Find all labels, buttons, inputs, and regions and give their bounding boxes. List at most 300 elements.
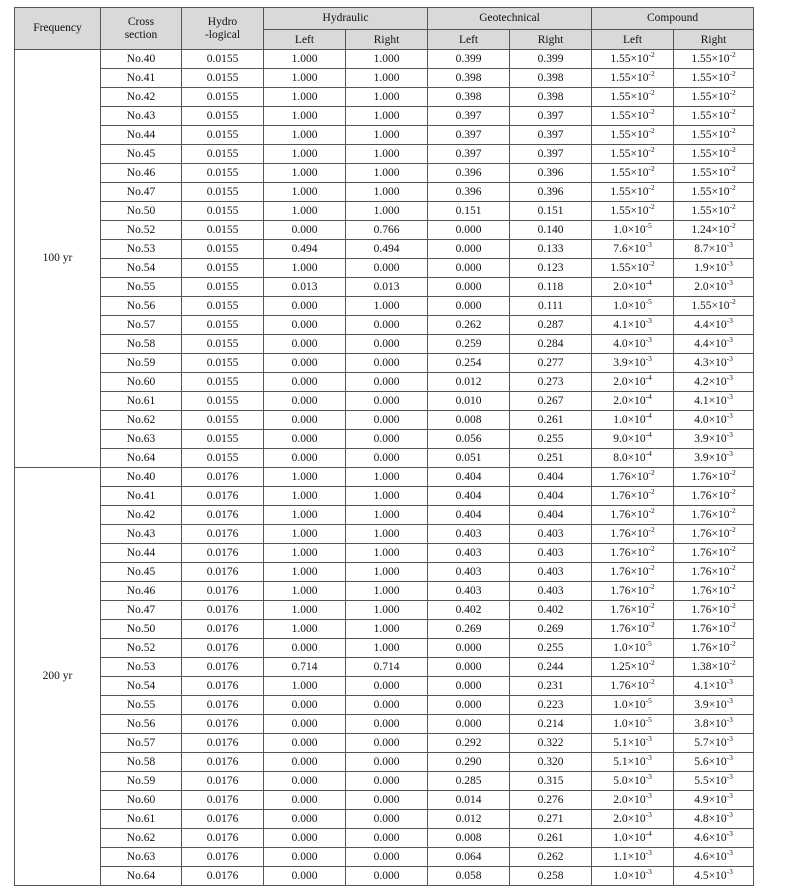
hydrological-cell: 0.0176 [182, 468, 264, 487]
hydraulic-right-cell: 0.000 [346, 259, 428, 278]
hydraulic-left-cell: 1.000 [264, 259, 346, 278]
table-row [15, 696, 754, 715]
cross-section-cell: No.55 [101, 278, 182, 297]
hydraulic-right-cell: 1.000 [346, 601, 428, 620]
geotechnical-left-cell: 0.000 [428, 639, 510, 658]
hydraulic-right-cell: 1.000 [346, 506, 428, 525]
exponent: -3 [645, 790, 652, 800]
hydrological-cell: 0.0176 [182, 582, 264, 601]
exponent: -3 [726, 752, 733, 762]
hydrological-cell: 0.0176 [182, 620, 264, 639]
cross-section-cell: No.41 [101, 69, 182, 88]
compound-right-cell: $1.9\times 10^{-3}$ [674, 259, 754, 278]
exponent: -2 [729, 163, 736, 173]
exponent: -3 [726, 847, 733, 857]
frequency-cell: 200 yr [15, 468, 101, 886]
header-compound-left: Left [592, 30, 674, 50]
cross-section-cell: No.57 [101, 734, 182, 753]
hydrological-cell: 0.0155 [182, 373, 264, 392]
table-row [15, 753, 754, 772]
table-row [15, 658, 754, 677]
geotechnical-left-cell: 0.403 [428, 563, 510, 582]
compound-right-cell: $1.55\times 10^{-2}$ [674, 164, 754, 183]
exponent: -2 [648, 163, 655, 173]
table-row [15, 107, 754, 126]
geotechnical-right-cell: 0.404 [510, 506, 592, 525]
compound-right-cell: $1.55\times 10^{-2}$ [674, 107, 754, 126]
hydrological-cell: 0.0176 [182, 829, 264, 848]
exponent: -2 [648, 201, 655, 211]
header-hydrological-line1: Hydro [207, 15, 238, 28]
compound-right-cell: $1.38\times 10^{-2}$ [674, 658, 754, 677]
geotechnical-left-cell: 0.259 [428, 335, 510, 354]
compound-left-cell: $1.0\times 10^{-4}$ [592, 829, 674, 848]
cross-section-cell: No.62 [101, 411, 182, 430]
geotechnical-left-cell: 0.403 [428, 525, 510, 544]
cross-section-cell: No.44 [101, 126, 182, 145]
compound-left-cell: $1.55\times 10^{-2}$ [592, 126, 674, 145]
geotechnical-left-cell: 0.396 [428, 164, 510, 183]
cross-section-cell: No.64 [101, 867, 182, 886]
exponent: -2 [729, 505, 736, 515]
cross-section-cell: No.59 [101, 354, 182, 373]
cross-section-cell: No.42 [101, 88, 182, 107]
table-row [15, 620, 754, 639]
hydrological-cell: 0.0155 [182, 259, 264, 278]
probability-table-container [14, 7, 753, 886]
geotechnical-right-cell: 0.133 [510, 240, 592, 259]
compound-right-cell: $2.0\times 10^{-3}$ [674, 278, 754, 297]
exponent: -3 [726, 714, 733, 724]
hydrological-cell: 0.0176 [182, 734, 264, 753]
compound-right-cell: $1.76\times 10^{-2}$ [674, 487, 754, 506]
cross-section-cell: No.53 [101, 240, 182, 259]
table-row [15, 69, 754, 88]
hydraulic-left-cell: 0.000 [264, 639, 346, 658]
hydraulic-right-cell: 1.000 [346, 50, 428, 69]
exponent: -3 [726, 448, 733, 458]
exponent: -2 [648, 600, 655, 610]
cross-section-cell: No.50 [101, 620, 182, 639]
hydrological-cell: 0.0155 [182, 392, 264, 411]
hydraulic-right-cell: 1.000 [346, 164, 428, 183]
hydrological-cell: 0.0155 [182, 126, 264, 145]
table-row [15, 259, 754, 278]
exponent: -3 [645, 334, 652, 344]
compound-left-cell: $1.0\times 10^{-5}$ [592, 639, 674, 658]
hydrological-cell: 0.0155 [182, 335, 264, 354]
hydraulic-right-cell: 1.000 [346, 487, 428, 506]
geotechnical-left-cell: 0.008 [428, 829, 510, 848]
geotechnical-right-cell: 0.398 [510, 69, 592, 88]
cross-section-cell: No.54 [101, 677, 182, 696]
hydrological-cell: 0.0155 [182, 221, 264, 240]
hydraulic-left-cell: 0.000 [264, 791, 346, 810]
hydrological-cell: 0.0155 [182, 449, 264, 468]
table-row [15, 164, 754, 183]
cross-section-cell: No.46 [101, 164, 182, 183]
geotechnical-right-cell: 0.251 [510, 449, 592, 468]
compound-right-cell: $4.4\times 10^{-3}$ [674, 316, 754, 335]
table-row [15, 316, 754, 335]
compound-right-cell: $1.55\times 10^{-2}$ [674, 202, 754, 221]
compound-left-cell: $1.55\times 10^{-2}$ [592, 145, 674, 164]
hydraulic-left-cell: 0.000 [264, 829, 346, 848]
geotechnical-left-cell: 0.000 [428, 297, 510, 316]
table-row [15, 677, 754, 696]
exponent: -3 [645, 752, 652, 762]
table-row [15, 278, 754, 297]
geotechnical-right-cell: 0.403 [510, 582, 592, 601]
compound-left-cell: $5.1\times 10^{-3}$ [592, 753, 674, 772]
hydraulic-left-cell: 1.000 [264, 544, 346, 563]
exponent: -3 [726, 733, 733, 743]
compound-right-cell: $1.76\times 10^{-2}$ [674, 563, 754, 582]
exponent: -3 [726, 372, 733, 382]
exponent: -2 [729, 619, 736, 629]
header-geotechnical-right: Right [510, 30, 592, 50]
hydraulic-right-cell: 0.013 [346, 278, 428, 297]
geotechnical-left-cell: 0.397 [428, 107, 510, 126]
compound-right-cell: $4.6\times 10^{-3}$ [674, 848, 754, 867]
compound-left-cell: $1.55\times 10^{-2}$ [592, 50, 674, 69]
hydraulic-left-cell: 0.013 [264, 278, 346, 297]
hydrological-cell: 0.0155 [182, 145, 264, 164]
geotechnical-left-cell: 0.403 [428, 582, 510, 601]
hydraulic-right-cell: 0.000 [346, 373, 428, 392]
hydraulic-left-cell: 0.000 [264, 297, 346, 316]
geotechnical-right-cell: 0.140 [510, 221, 592, 240]
cross-section-cell: No.55 [101, 696, 182, 715]
hydrological-cell: 0.0155 [182, 69, 264, 88]
exponent: -2 [648, 467, 655, 477]
header-hydraulic-right: Right [346, 30, 428, 50]
geotechnical-left-cell: 0.008 [428, 411, 510, 430]
cross-section-cell: No.44 [101, 544, 182, 563]
exponent: -4 [645, 429, 652, 439]
cross-section-cell: No.56 [101, 715, 182, 734]
hydraulic-left-cell: 1.000 [264, 126, 346, 145]
geotechnical-left-cell: 0.000 [428, 658, 510, 677]
table-row [15, 430, 754, 449]
compound-left-cell: $1.76\times 10^{-2}$ [592, 601, 674, 620]
table-row [15, 411, 754, 430]
hydraulic-right-cell: 0.000 [346, 316, 428, 335]
compound-right-cell: $1.76\times 10^{-2}$ [674, 620, 754, 639]
hydraulic-right-cell: 0.000 [346, 430, 428, 449]
cross-section-cell: No.52 [101, 639, 182, 658]
exponent: -4 [645, 277, 652, 287]
geotechnical-left-cell: 0.051 [428, 449, 510, 468]
hydraulic-right-cell: 0.000 [346, 810, 428, 829]
compound-left-cell: $4.0\times 10^{-3}$ [592, 335, 674, 354]
hydrological-cell: 0.0155 [182, 316, 264, 335]
hydrological-cell: 0.0155 [182, 411, 264, 430]
hydraulic-left-cell: 1.000 [264, 487, 346, 506]
hydraulic-left-cell: 0.000 [264, 848, 346, 867]
exponent: -3 [726, 771, 733, 781]
frequency-cell: 100 yr [15, 50, 101, 468]
exponent: -2 [648, 144, 655, 154]
exponent: -4 [645, 372, 652, 382]
geotechnical-right-cell: 0.244 [510, 658, 592, 677]
geotechnical-right-cell: 0.271 [510, 810, 592, 829]
exponent: -2 [648, 182, 655, 192]
hydraulic-right-cell: 0.000 [346, 354, 428, 373]
hydraulic-right-cell: 1.000 [346, 297, 428, 316]
geotechnical-left-cell: 0.398 [428, 69, 510, 88]
exponent: -2 [648, 543, 655, 553]
geotechnical-right-cell: 0.322 [510, 734, 592, 753]
geotechnical-left-cell: 0.000 [428, 221, 510, 240]
hydrological-cell: 0.0176 [182, 487, 264, 506]
compound-left-cell: $1.55\times 10^{-2}$ [592, 183, 674, 202]
exponent: -2 [648, 562, 655, 572]
hydrological-cell: 0.0176 [182, 791, 264, 810]
exponent: -5 [645, 695, 652, 705]
geotechnical-left-cell: 0.262 [428, 316, 510, 335]
geotechnical-right-cell: 0.398 [510, 88, 592, 107]
hydraulic-left-cell: 1.000 [264, 620, 346, 639]
geotechnical-left-cell: 0.397 [428, 145, 510, 164]
cross-section-cell: No.58 [101, 335, 182, 354]
cross-section-cell: No.40 [101, 468, 182, 487]
header-frequency: Frequency [15, 8, 101, 50]
cross-section-cell: No.61 [101, 810, 182, 829]
hydrological-cell: 0.0155 [182, 107, 264, 126]
hydrological-cell: 0.0155 [182, 202, 264, 221]
geotechnical-left-cell: 0.012 [428, 810, 510, 829]
header-compound: Compound [592, 8, 754, 30]
compound-left-cell: $1.25\times 10^{-2}$ [592, 658, 674, 677]
compound-left-cell: $1.55\times 10^{-2}$ [592, 259, 674, 278]
hydraulic-left-cell: 0.000 [264, 753, 346, 772]
hydraulic-right-cell: 1.000 [346, 525, 428, 544]
compound-right-cell: $4.1\times 10^{-3}$ [674, 392, 754, 411]
hydraulic-left-cell: 0.000 [264, 221, 346, 240]
exponent: -5 [645, 714, 652, 724]
table-row [15, 335, 754, 354]
geotechnical-right-cell: 0.396 [510, 164, 592, 183]
hydraulic-right-cell: 0.000 [346, 772, 428, 791]
cross-section-cell: No.53 [101, 658, 182, 677]
cross-section-cell: No.46 [101, 582, 182, 601]
geotechnical-right-cell: 0.258 [510, 867, 592, 886]
cross-section-cell: No.42 [101, 506, 182, 525]
geotechnical-right-cell: 0.267 [510, 392, 592, 411]
exponent: -3 [645, 771, 652, 781]
exponent: -2 [729, 106, 736, 116]
hydrological-cell: 0.0176 [182, 810, 264, 829]
compound-right-cell: $1.55\times 10^{-2}$ [674, 88, 754, 107]
hydraulic-right-cell: 1.000 [346, 69, 428, 88]
hydraulic-left-cell: 0.000 [264, 411, 346, 430]
table-row [15, 468, 754, 487]
hydraulic-right-cell: 0.000 [346, 411, 428, 430]
hydrological-cell: 0.0155 [182, 164, 264, 183]
compound-right-cell: $1.76\times 10^{-2}$ [674, 544, 754, 563]
hydraulic-left-cell: 1.000 [264, 183, 346, 202]
compound-right-cell: $4.8\times 10^{-3}$ [674, 810, 754, 829]
compound-right-cell: $4.9\times 10^{-3}$ [674, 791, 754, 810]
compound-right-cell: $4.1\times 10^{-3}$ [674, 677, 754, 696]
hydraulic-right-cell: 0.714 [346, 658, 428, 677]
compound-right-cell: $1.55\times 10^{-2}$ [674, 297, 754, 316]
hydraulic-right-cell: 1.000 [346, 202, 428, 221]
geotechnical-right-cell: 0.403 [510, 525, 592, 544]
exponent: -2 [729, 657, 736, 667]
compound-right-cell: $4.6\times 10^{-3}$ [674, 829, 754, 848]
exponent: -2 [648, 125, 655, 135]
table-row [15, 810, 754, 829]
hydraulic-right-cell: 0.000 [346, 715, 428, 734]
exponent: -4 [645, 410, 652, 420]
compound-left-cell: $9.0\times 10^{-4}$ [592, 430, 674, 449]
exponent: -3 [645, 239, 652, 249]
geotechnical-right-cell: 0.404 [510, 468, 592, 487]
compound-left-cell: $2.0\times 10^{-3}$ [592, 810, 674, 829]
hydraulic-right-cell: 1.000 [346, 145, 428, 164]
exponent: -3 [645, 733, 652, 743]
compound-left-cell: $1.0\times 10^{-5}$ [592, 715, 674, 734]
geotechnical-right-cell: 0.287 [510, 316, 592, 335]
exponent: -2 [729, 543, 736, 553]
hydrological-cell: 0.0176 [182, 544, 264, 563]
compound-left-cell: $1.55\times 10^{-2}$ [592, 88, 674, 107]
geotechnical-right-cell: 0.397 [510, 126, 592, 145]
hydraulic-right-cell: 0.000 [346, 829, 428, 848]
cross-section-cell: No.40 [101, 50, 182, 69]
compound-left-cell: $1.0\times 10^{-5}$ [592, 297, 674, 316]
exponent: -2 [729, 125, 736, 135]
hydraulic-right-cell: 0.766 [346, 221, 428, 240]
exponent: -2 [648, 676, 655, 686]
compound-left-cell: $1.76\times 10^{-2}$ [592, 544, 674, 563]
compound-right-cell: $1.55\times 10^{-2}$ [674, 145, 754, 164]
header-compound-right: Right [674, 30, 754, 50]
table-row [15, 240, 754, 259]
header-hydraulic: Hydraulic [264, 8, 428, 30]
geotechnical-right-cell: 0.111 [510, 297, 592, 316]
compound-left-cell: $1.76\times 10^{-2}$ [592, 582, 674, 601]
hydraulic-left-cell: 0.000 [264, 867, 346, 886]
compound-right-cell: $1.76\times 10^{-2}$ [674, 582, 754, 601]
exponent: -2 [729, 467, 736, 477]
header-geotechnical: Geotechnical [428, 8, 592, 30]
hydrological-cell: 0.0155 [182, 50, 264, 69]
exponent: -4 [645, 448, 652, 458]
geotechnical-right-cell: 0.151 [510, 202, 592, 221]
geotechnical-left-cell: 0.404 [428, 487, 510, 506]
compound-left-cell: $1.0\times 10^{-5}$ [592, 221, 674, 240]
hydraulic-left-cell: 1.000 [264, 107, 346, 126]
header-hydrological [182, 8, 264, 50]
geotechnical-left-cell: 0.254 [428, 354, 510, 373]
cross-section-cell: No.56 [101, 297, 182, 316]
compound-left-cell: $1.55\times 10^{-2}$ [592, 69, 674, 88]
geotechnical-left-cell: 0.396 [428, 183, 510, 202]
hydraulic-left-cell: 0.000 [264, 715, 346, 734]
table-row [15, 791, 754, 810]
compound-left-cell: $2.0\times 10^{-4}$ [592, 373, 674, 392]
hydraulic-left-cell: 0.000 [264, 335, 346, 354]
hydraulic-left-cell: 0.000 [264, 373, 346, 392]
exponent: -2 [648, 87, 655, 97]
geotechnical-left-cell: 0.403 [428, 544, 510, 563]
table-row [15, 601, 754, 620]
hydraulic-right-cell: 0.000 [346, 449, 428, 468]
hydrological-cell: 0.0176 [182, 753, 264, 772]
exponent: -2 [648, 258, 655, 268]
geotechnical-right-cell: 0.269 [510, 620, 592, 639]
exponent: -3 [726, 866, 733, 876]
hydraulic-right-cell: 1.000 [346, 126, 428, 145]
geotechnical-right-cell: 0.261 [510, 829, 592, 848]
hydraulic-right-cell: 0.000 [346, 753, 428, 772]
geotechnical-right-cell: 0.214 [510, 715, 592, 734]
geotechnical-right-cell: 0.315 [510, 772, 592, 791]
compound-right-cell: $4.3\times 10^{-3}$ [674, 354, 754, 373]
exponent: -2 [729, 562, 736, 572]
hydraulic-right-cell: 0.000 [346, 867, 428, 886]
cross-section-cell: No.47 [101, 601, 182, 620]
exponent: -4 [645, 391, 652, 401]
geotechnical-left-cell: 0.151 [428, 202, 510, 221]
compound-left-cell: $5.1\times 10^{-3}$ [592, 734, 674, 753]
hydraulic-right-cell: 0.000 [346, 335, 428, 354]
compound-left-cell: $1.55\times 10^{-2}$ [592, 107, 674, 126]
hydrological-cell: 0.0176 [182, 867, 264, 886]
compound-left-cell: $7.6\times 10^{-3}$ [592, 240, 674, 259]
exponent: -2 [729, 220, 736, 230]
exponent: -5 [645, 220, 652, 230]
hydraulic-right-cell: 0.000 [346, 696, 428, 715]
compound-right-cell: $3.9\times 10^{-3}$ [674, 696, 754, 715]
compound-left-cell: $1.76\times 10^{-2}$ [592, 487, 674, 506]
geotechnical-left-cell: 0.012 [428, 373, 510, 392]
exponent: -2 [648, 49, 655, 59]
exponent: -3 [726, 334, 733, 344]
table-row [15, 297, 754, 316]
compound-left-cell: $1.76\times 10^{-2}$ [592, 620, 674, 639]
hydraulic-right-cell: 1.000 [346, 468, 428, 487]
cross-section-cell: No.50 [101, 202, 182, 221]
geotechnical-left-cell: 0.000 [428, 259, 510, 278]
exponent: -2 [729, 68, 736, 78]
header-hydraulic-left: Left [264, 30, 346, 50]
hydrological-cell: 0.0176 [182, 658, 264, 677]
compound-right-cell: $4.5\times 10^{-3}$ [674, 867, 754, 886]
compound-left-cell: $1.76\times 10^{-2}$ [592, 677, 674, 696]
compound-left-cell: $1.76\times 10^{-2}$ [592, 506, 674, 525]
compound-right-cell: $3.8\times 10^{-3}$ [674, 715, 754, 734]
header-cross-section-line2: section [124, 28, 158, 41]
table-row [15, 639, 754, 658]
cross-section-cell: No.63 [101, 430, 182, 449]
compound-right-cell: $3.9\times 10^{-3}$ [674, 430, 754, 449]
exponent: -2 [729, 486, 736, 496]
exponent: -3 [726, 353, 733, 363]
hydraulic-left-cell: 1.000 [264, 582, 346, 601]
table-row [15, 848, 754, 867]
table-row [15, 715, 754, 734]
compound-right-cell: $4.0\times 10^{-3}$ [674, 411, 754, 430]
geotechnical-left-cell: 0.000 [428, 240, 510, 259]
exponent: -3 [726, 429, 733, 439]
compound-right-cell: $1.55\times 10^{-2}$ [674, 126, 754, 145]
hydraulic-left-cell: 1.000 [264, 506, 346, 525]
geotechnical-left-cell: 0.056 [428, 430, 510, 449]
